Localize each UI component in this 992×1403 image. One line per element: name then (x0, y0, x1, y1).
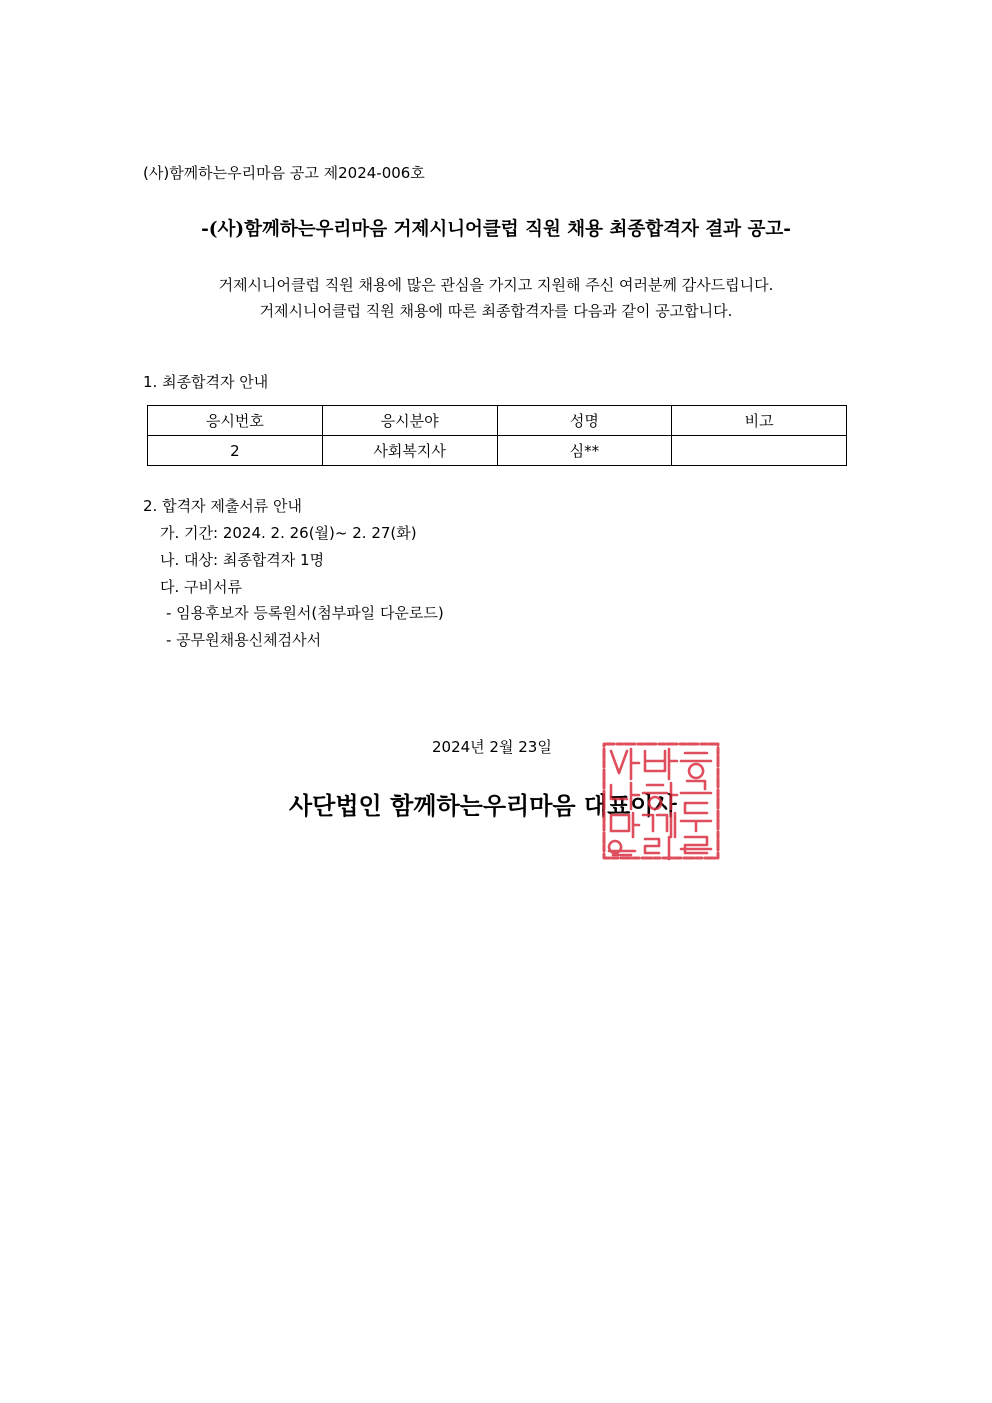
required-document-item: - 공무원채용신체검사서 (166, 631, 322, 649)
submission-period: 가. 기간: 2024. 2. 26(월)~ 2. 27(화) (160, 524, 417, 542)
seal-glyphs (604, 744, 718, 859)
signature-line: 사단법인 함께하는우리마음 대표이사 (289, 791, 677, 820)
submission-target: 나. 대상: 최종합격자 1명 (160, 551, 325, 569)
seal-stroke (611, 783, 639, 809)
seal-stroke (645, 749, 677, 779)
intro-line-1: 거제시니어클럽 직원 채용에 많은 관심을 가지고 지원해 주신 여러분께 감사드립니다. (218, 276, 774, 294)
header-remarks: 비고 (672, 406, 847, 436)
section-2-heading: 2. 합격자 제출서류 안내 (143, 497, 303, 515)
table-header-row (148, 406, 847, 436)
header-name: 성명 (497, 406, 672, 436)
document-title: -(사)함께하는우리마음 거제시니어클럽 직원 채용 최종합격자 결과 공고- (201, 219, 791, 240)
intro-line-2: 거제시니어클럽 직원 채용에 따른 최종합격자를 다음과 같이 공고합니다. (259, 302, 733, 320)
announcement-date: 2024년 2월 23일 (432, 738, 552, 756)
seal-stroke (681, 803, 711, 831)
cell-name: 심** (497, 436, 672, 466)
seal-stroke (609, 841, 635, 855)
section-1-heading: 1. 최종합격자 안내 (143, 373, 269, 391)
notice-number: (사)함께하는우리마음 공고 제2024-006호 (143, 164, 425, 182)
seal-stroke (681, 837, 711, 853)
seal-stroke (681, 753, 711, 793)
seal-stroke (611, 749, 639, 779)
seal-stroke (643, 813, 675, 837)
official-seal-stamp (601, 741, 721, 861)
header-exam-number: 응시번호 (148, 406, 323, 436)
table-row (148, 436, 847, 466)
header-field: 응시분야 (322, 406, 497, 436)
required-documents-heading: 다. 구비서류 (160, 578, 242, 596)
cell-exam-number: 2 (148, 436, 323, 466)
cell-remarks (672, 436, 847, 466)
cell-field: 사회복지사 (322, 436, 497, 466)
final-candidates-table (147, 405, 847, 466)
seal-stroke (643, 783, 677, 809)
seal-stroke (611, 813, 639, 837)
seal-stroke (645, 837, 669, 859)
required-document-item: - 임용후보자 등록원서(첨부파일 다운로드) (166, 604, 444, 622)
